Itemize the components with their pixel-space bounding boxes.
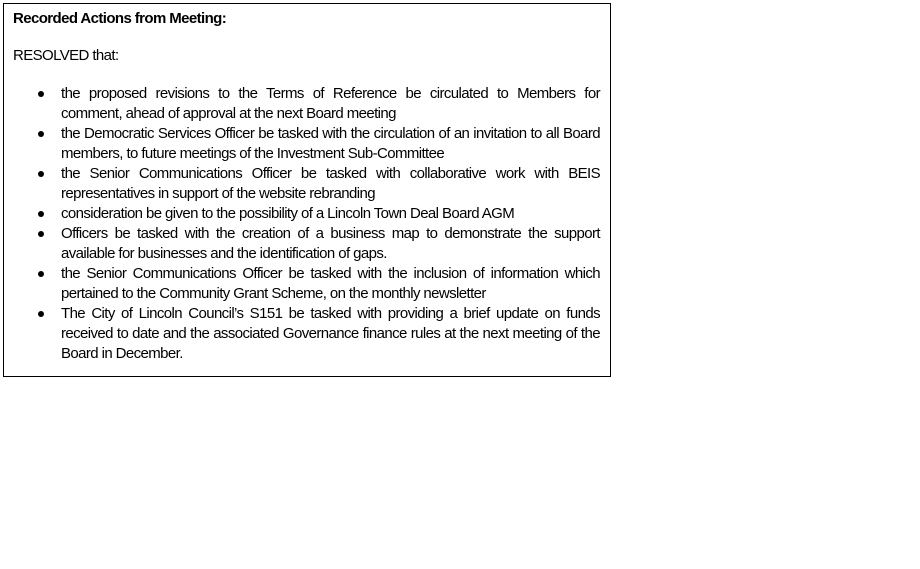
list-item <box>13 204 600 224</box>
bullet-icon <box>38 231 44 237</box>
bullet-icon <box>38 311 44 317</box>
resolved-intro: RESOLVED that: <box>13 47 119 64</box>
action-text: the Senior Communications Officer be tasked with the inclusion of information which pertained to the Community Grant Scheme, on the monthly newsletter <box>61 265 600 302</box>
list-item <box>13 124 600 164</box>
list-item <box>13 164 600 204</box>
bullet-icon <box>38 271 44 277</box>
section-heading: Recorded Actions from Meeting: <box>13 10 227 27</box>
action-text: the proposed revisions to the Terms of Reference be circulated to Members for comment, ahead of approval at the next Board meeting <box>61 85 600 122</box>
bullet-icon <box>38 171 44 177</box>
action-text: the Senior Communications Officer be tasked with collaborative work with BEIS representatives in support of the website rebranding <box>61 165 600 202</box>
bullet-icon <box>38 211 44 217</box>
bullet-icon <box>38 131 44 137</box>
list-item <box>13 304 600 364</box>
action-text: consideration be given to the possibility of a Lincoln Town Deal Board AGM <box>61 205 515 222</box>
recorded-actions-box <box>3 3 611 377</box>
action-text: Officers be tasked with the creation of a business map to demonstrate the support available for businesses and the identification of gaps. <box>61 225 600 262</box>
list-item <box>13 224 600 264</box>
actions-list <box>13 84 600 364</box>
action-text: The City of Lincoln Council’s S151 be tasked with providing a brief update on funds received to date and the associated Governance finance rules at the next meeting of the Board in December. <box>61 305 600 362</box>
list-item <box>13 264 600 304</box>
action-text: the Democratic Services Officer be tasked with the circulation of an invitation to all Board members, to future meetings of the Investment Sub-Committee <box>61 125 600 162</box>
bullet-icon <box>38 91 44 97</box>
list-item <box>13 84 600 124</box>
